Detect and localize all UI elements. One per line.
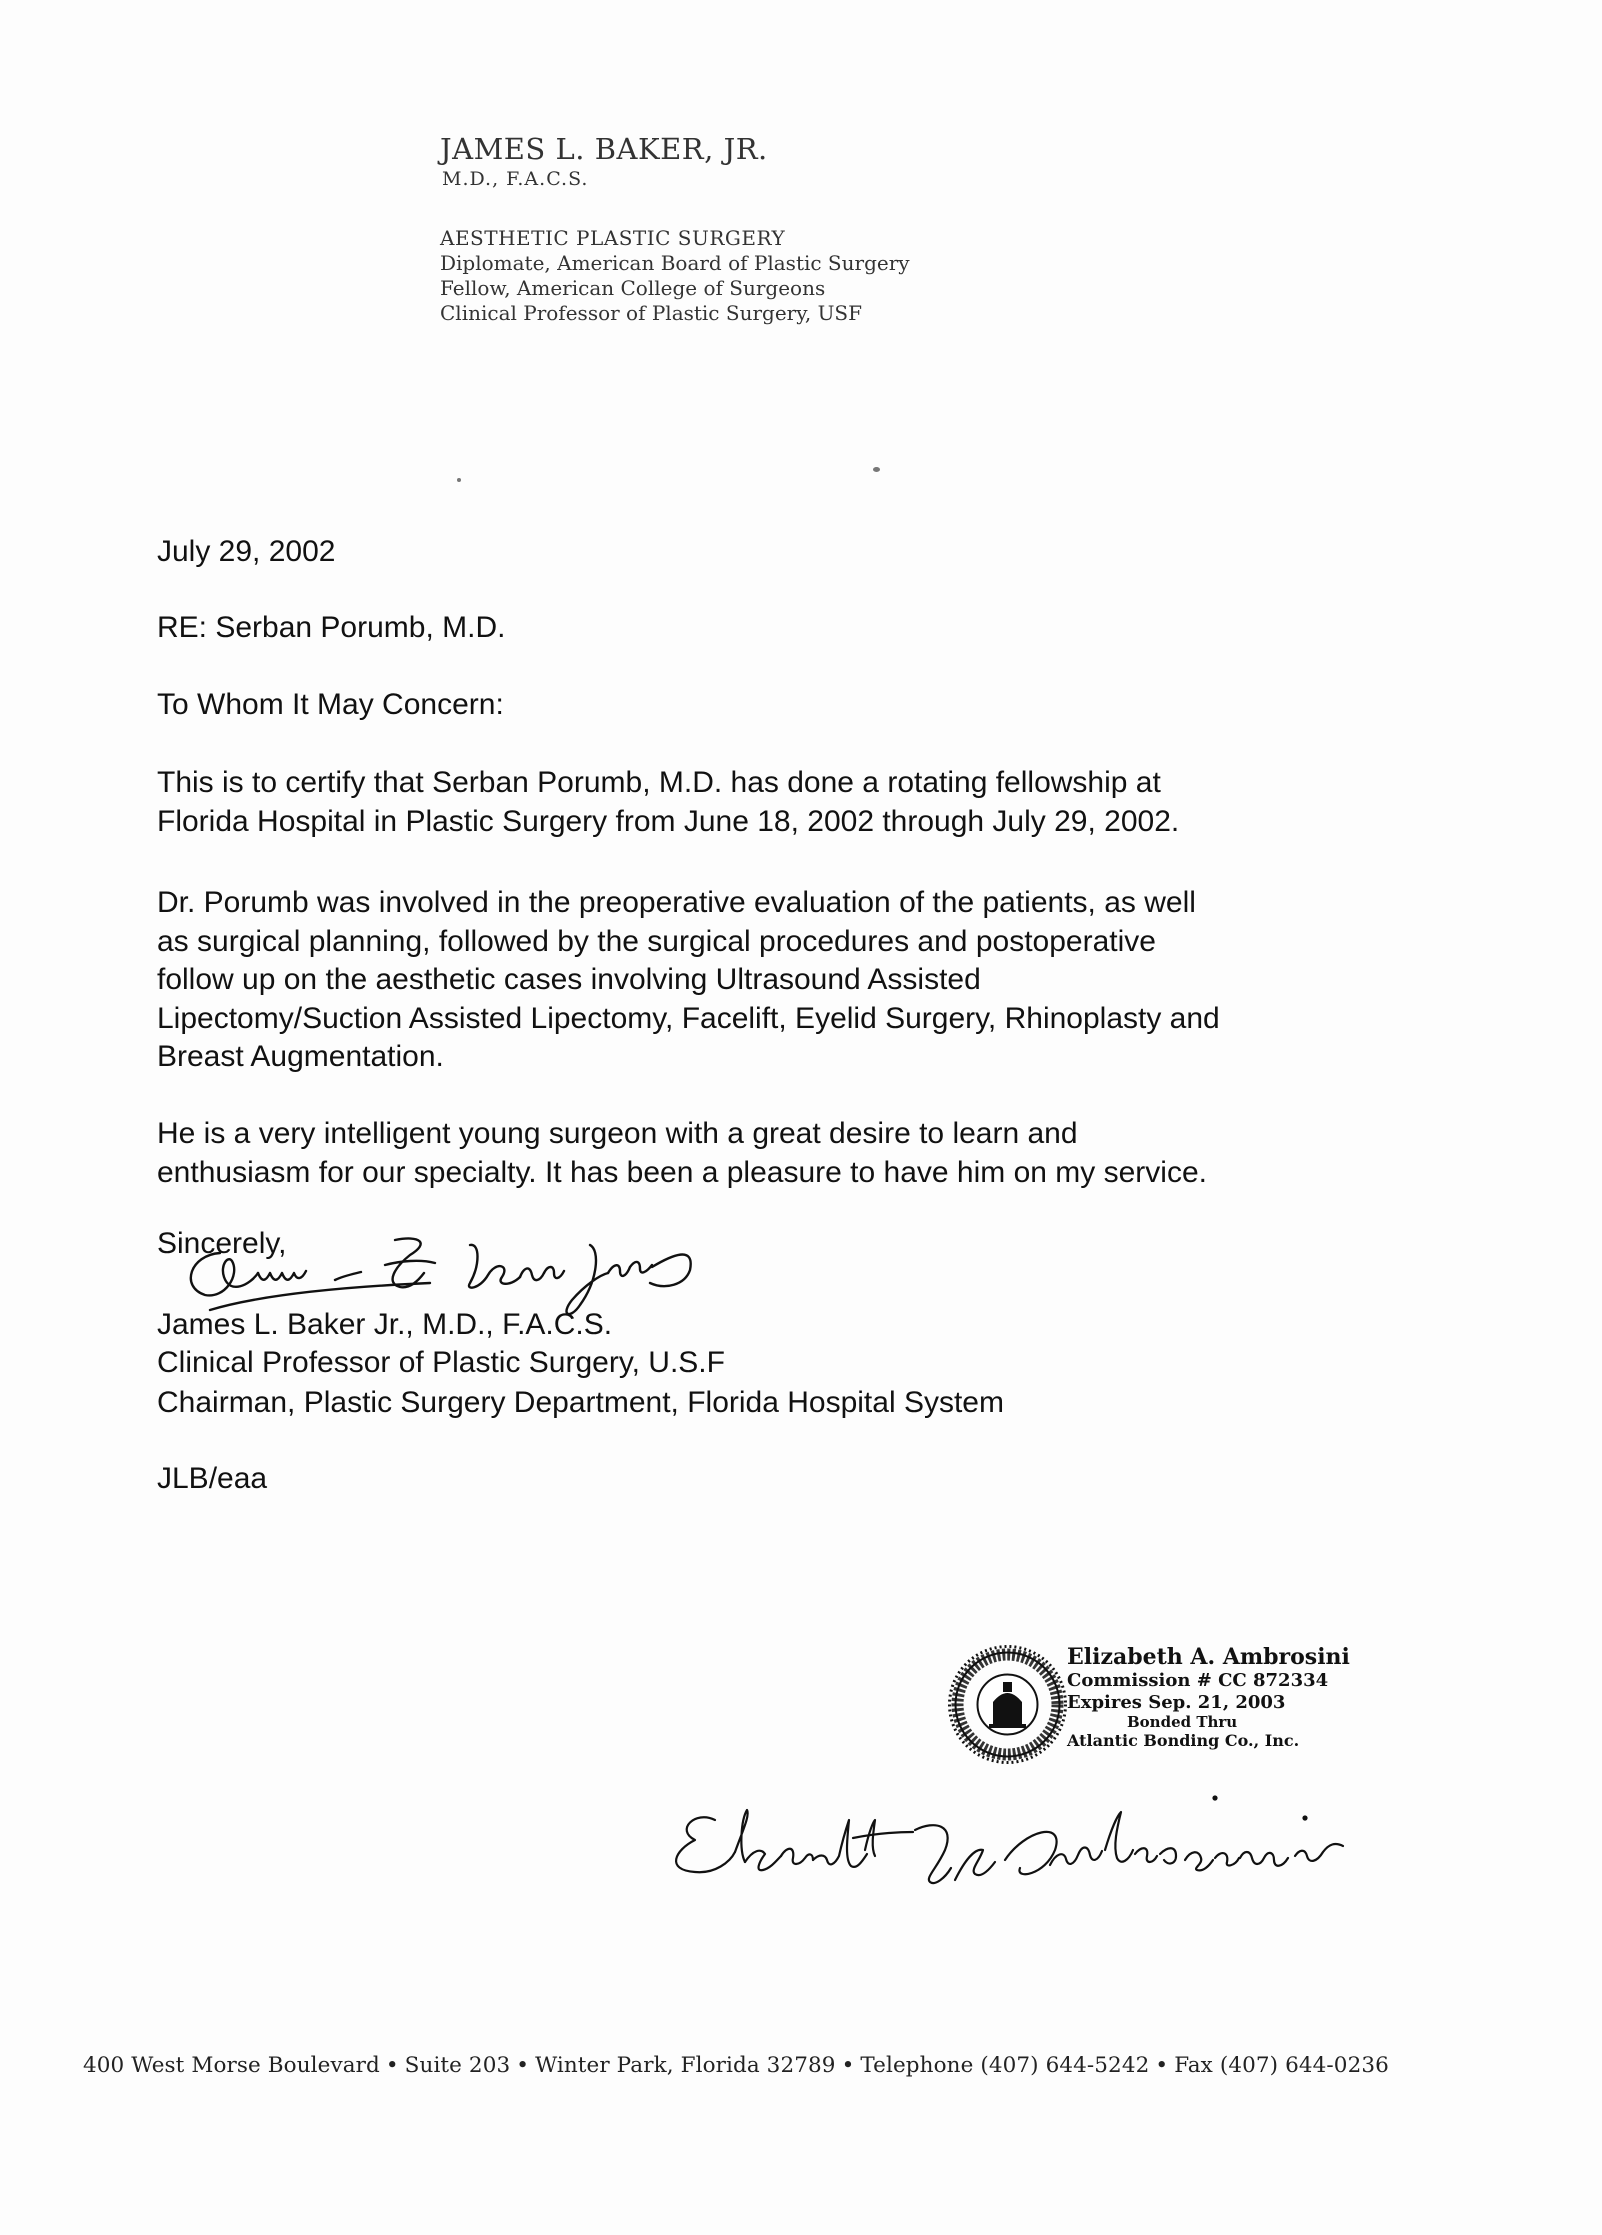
bullet-separator: • [385, 2053, 399, 2078]
paragraph-involvement [157, 884, 1457, 1077]
paragraph-line: as surgical planning, followed by the surgical procedures and postoperative [157, 924, 1156, 958]
footer-suite: Suite 203 [404, 2053, 511, 2078]
letterhead-name: JAMES L. BAKER, JR. [440, 132, 768, 166]
paragraph-line: follow up on the aesthetic cases involving Ultrasound Assisted [157, 963, 981, 996]
letterhead-footer [83, 2053, 1389, 2078]
letter-date: July 29, 2002 [157, 535, 336, 568]
footer-address: 400 West Morse Boulevard [83, 2053, 380, 2078]
letter-closing: Sincerely, [157, 1227, 287, 1260]
bullet-separator: • [841, 2053, 855, 2078]
paragraph-line: Lipectomy/Suction Assisted Lipectomy, Facelift, Eyelid Surgery, Rhinoplasty and [157, 1001, 1220, 1035]
letter-salutation: To Whom It May Concern: [157, 688, 504, 721]
footer-city: Winter Park, Florida 32789 [535, 2053, 836, 2078]
scan-speck [457, 478, 461, 482]
signer-title-professor: Clinical Professor of Plastic Surgery, U.S.F [157, 1346, 725, 1379]
letter-subject: RE: Serban Porumb, M.D. [157, 611, 506, 644]
notary-bonding-company: Atlantic Bonding Co., Inc. [1067, 1731, 1300, 1750]
letterhead-diplomate: Diplomate, American Board of Plastic Surgery [440, 251, 910, 275]
notary-stamp [1067, 1645, 1350, 1751]
bullet-separator: • [516, 2053, 530, 2078]
footer-fax: Fax (407) 644-0236 [1174, 2053, 1389, 2078]
paragraph-line: Dr. Porumb was involved in the preoperative evaluation of the patients, as well [157, 886, 1196, 919]
notary-expires: Expires Sep. 21, 2003 [1067, 1692, 1286, 1713]
signer-title-chairman: Chairman, Plastic Surgery Department, Florida Hospital System [157, 1386, 1004, 1419]
notary-bonded: Bonded Thru [1127, 1713, 1238, 1731]
footer-telephone: Telephone (407) 644-5242 [860, 2053, 1150, 2078]
signer-name: James L. Baker Jr., M.D., F.A.C.S. [157, 1308, 613, 1341]
letterhead [440, 132, 910, 326]
letterhead-fellow: Fellow, American College of Surgeons [440, 276, 826, 300]
paragraph-line: Breast Augmentation. [157, 1040, 444, 1073]
notary-seal-icon [945, 1642, 1070, 1767]
letterhead-professor: Clinical Professor of Plastic Surgery, USF [440, 301, 863, 325]
letterhead-credentials: M.D., F.A.C.S. [442, 168, 589, 190]
paragraph-line: He is a very intelligent young surgeon with a great desire to learn and [157, 1117, 1078, 1150]
paragraph-line: enthusiasm for our specialty. It has been a pleasure to have him on my service. [157, 1155, 1207, 1189]
bullet-separator: • [1155, 2053, 1169, 2078]
paragraph-line: This is to certify that Serban Porumb, M.D. has done a rotating fellowship at [157, 766, 1161, 799]
paragraph-certification [157, 764, 1457, 841]
scan-speck [873, 467, 880, 472]
notary-name: Elizabeth A. Ambrosini [1067, 1644, 1350, 1670]
letterhead-specialty: AESTHETIC PLASTIC SURGERY [440, 226, 786, 250]
notary-commission: Commission # CC 872334 [1067, 1670, 1329, 1691]
typist-initials: JLB/eaa [157, 1462, 268, 1495]
paragraph-recommendation [157, 1115, 1457, 1192]
paragraph-line: Florida Hospital in Plastic Surgery from June 18, 2002 through July 29, 2002. [157, 804, 1180, 838]
notary-signature [655, 1790, 1415, 1935]
